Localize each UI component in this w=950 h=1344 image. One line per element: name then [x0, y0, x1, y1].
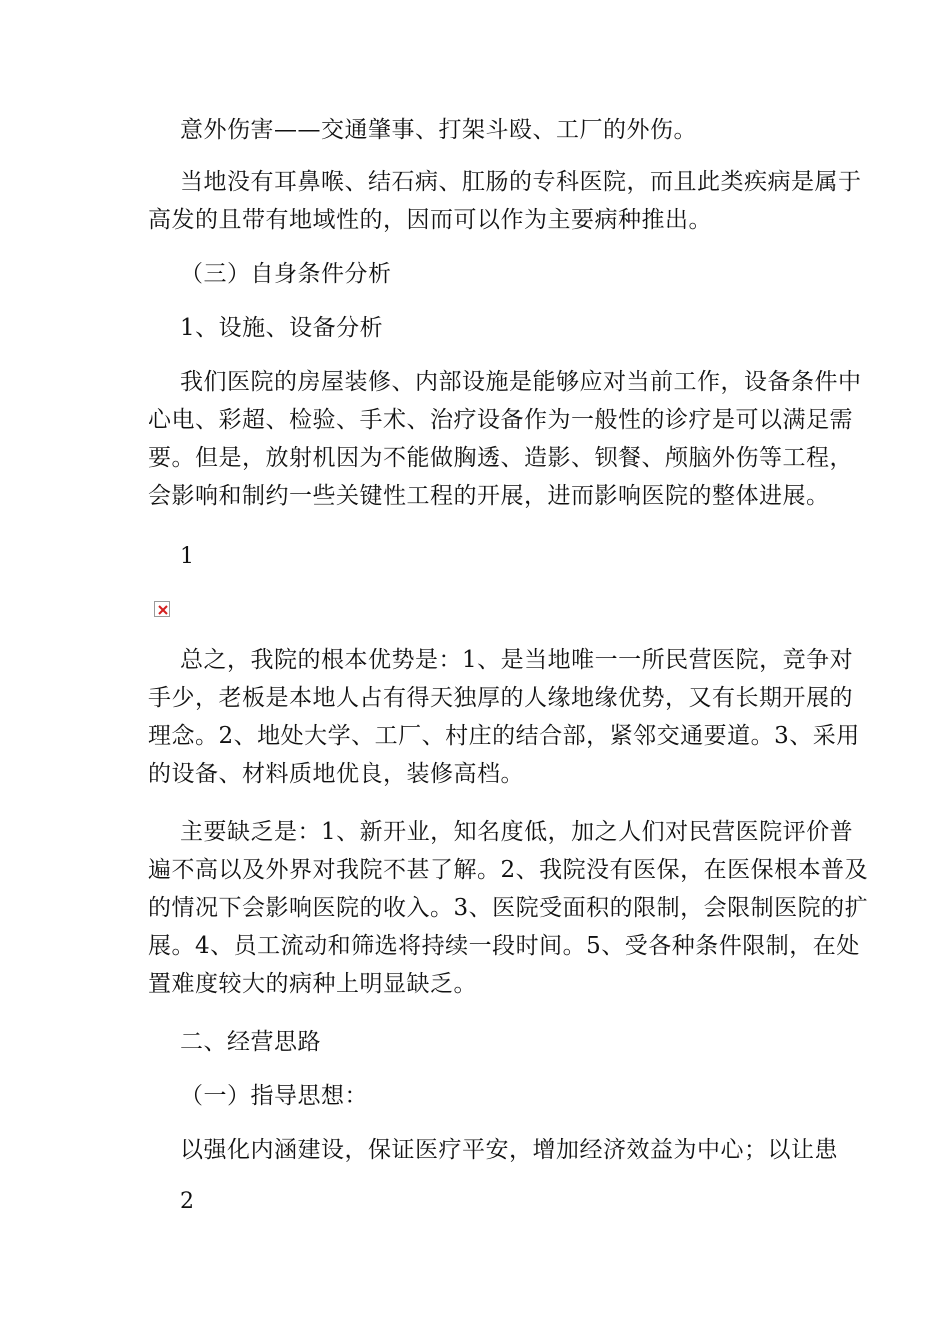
section-heading: （三）自身条件分析 [180, 261, 392, 287]
text-line: 意外伤害——交通肇事、打架斗殴、工厂的外伤。 [180, 117, 697, 143]
broken-image-icon [154, 601, 170, 617]
text-line: 展。4、员工流动和筛选将持续一段时间。5、受各种条件限制，在处 [148, 933, 860, 959]
text-line: 主要缺乏是：1、新开业，知名度低，加之人们对民营医院评价普 [180, 819, 854, 845]
text-line: 置难度较大的病种上明显缺乏。 [148, 971, 477, 997]
text-line: 的设备、材料质地优良，装修高档。 [148, 761, 524, 787]
text-line: 以强化内涵建设，保证医疗平安，增加经济效益为中心；以让患 [180, 1137, 838, 1163]
page-number: 1 [180, 544, 194, 569]
text-line: 当地没有耳鼻喉、结石病、肛肠的专科医院，而且此类疾病是属于 [180, 169, 862, 195]
text-line: 手少，老板是本地人占有得天独厚的人缘地缘优势，又有长期开展的 [148, 685, 853, 711]
section-heading: 二、经营思路 [180, 1029, 321, 1055]
subsection-heading: 1、设施、设备分析 [180, 315, 384, 341]
text-line: 总之，我院的根本优势是：1、是当地唯一一所民营医院，竞争对 [180, 647, 854, 673]
text-line: 遍不高以及外界对我院不甚了解。2、我院没有医保，在医保根本普及 [148, 857, 869, 883]
subsection-heading: （一）指导思想： [180, 1083, 368, 1109]
text-line: 高发的且带有地域性的，因而可以作为主要病种推出。 [148, 207, 712, 233]
text-line: 理念。2、地处大学、工厂、村庄的结合部，紧邻交通要道。3、采用 [148, 723, 860, 749]
text-line: 要。但是，放射机因为不能做胸透、造影、钡餐、颅脑外伤等工程， [148, 445, 853, 471]
text-line: 的情况下会影响医院的收入。3、医院受面积的限制，会限制医院的扩 [148, 895, 869, 921]
text-line: 心电、彩超、检验、手术、治疗设备作为一般性的诊疗是可以满足需 [148, 407, 853, 433]
text-line: 我们医院的房屋装修、内部设施是能够应对当前工作，设备条件中 [180, 369, 862, 395]
page-number: 2 [180, 1189, 194, 1214]
text-line: 会影响和制约一些关键性工程的开展，进而影响医院的整体进展。 [148, 483, 830, 509]
